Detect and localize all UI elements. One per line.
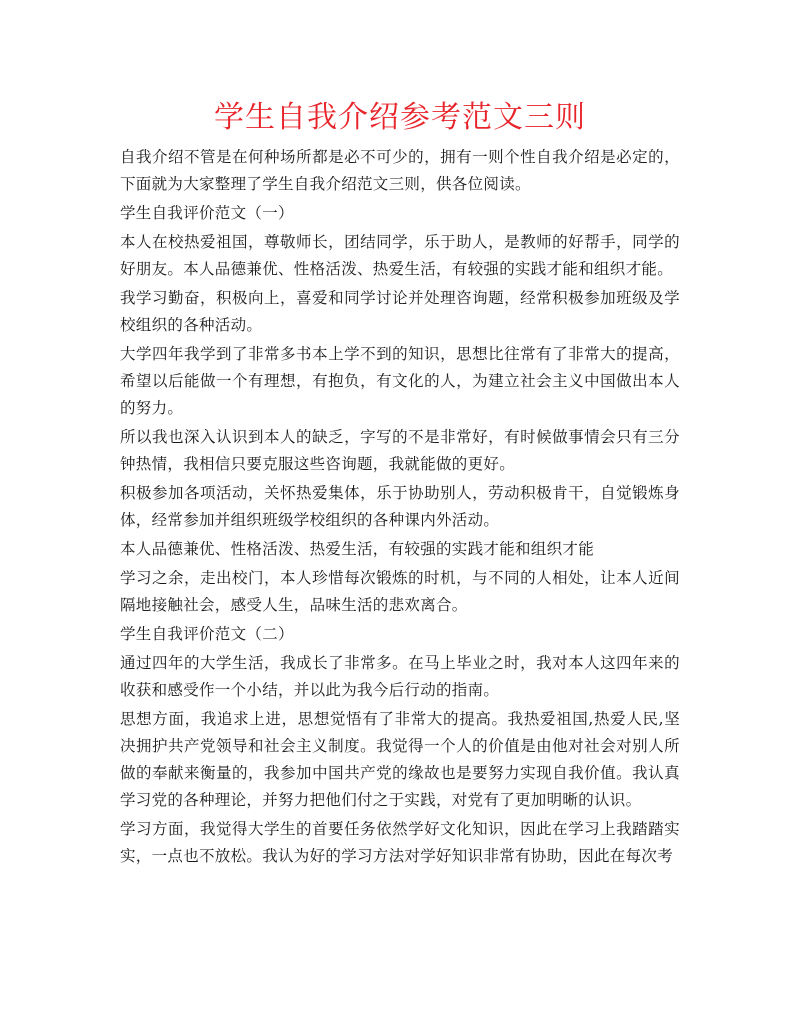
document-title: 学生自我介绍参考范文三则 [214, 100, 586, 135]
body-paragraph: 通过四年的大学生活，我成长了非常多。在马上毕业之时，我对本人这四年来的收获和感受作一个小结，并以此为我今后行动的指南。 [120, 654, 680, 699]
body-paragraph: 本人品德兼优、性格活泼、热爱生活，有较强的实践才能和组织才能 [120, 540, 595, 558]
document-body [120, 144, 680, 872]
body-paragraph: 思想方面，我追求上进，思想觉悟有了非常大的提高。我热爱祖国,热爱人民,坚决拥护共产党领导和社会主义制度。我觉得一个人的价值是由他对社会对别人所做的奉献来衡量的，我参加中国共产党的缘故也是要努力实现自我价值。我认真学习党的各种理论，并努力把他们付之于实践，对党有了更加明晰的认识。 [120, 710, 680, 809]
body-paragraph: 学习方面，我觉得大学生的首要任务依然学好文化知识，因此在学习上我踏踏实实，一点也不放松。我认为好的学习方法对学好知识非常有协助，因此在每次考 [120, 820, 680, 865]
body-paragraph: 积极参加各项活动，关怀热爱集体，乐于协助别人，劳动积极肯干，自觉锻炼身体，经常参加并组织班级学校组织的各种课内外活动。 [120, 484, 680, 529]
section-heading-2: 学生自我评价范文（二） [120, 625, 294, 643]
body-paragraph: 学习之余，走出校门，本人珍惜每次锻炼的时机，与不同的人相处，让本人近间隔地接触社会，感受人生，品味生活的悲欢离合。 [120, 569, 680, 614]
body-paragraph: 我学习勤奋，积极向上，喜爱和同学讨论并处理咨询题，经常积极参加班级及学校组织的各种活动。 [120, 289, 680, 334]
body-paragraph: 本人在校热爱祖国，尊敬师长，团结同学，乐于助人，是教师的好帮手，同学的好朋友。本人品德兼优、性格活泼、热爱生活，有较强的实践才能和组织才能。 [120, 233, 680, 278]
body-paragraph: 大学四年我学到了非常多书本上学不到的知识，思想比往常有了非常大的提高，希望以后能做一个有理想，有抱负，有文化的人，为建立社会主义中国做出本人的努力。 [120, 345, 680, 417]
intro-paragraph: 自我介绍不管是在何种场所都是必不可少的，拥有一则个性自我介绍是必定的，下面就为大家整理了学生自我介绍范文三则，供各位阅读。 [120, 148, 680, 193]
body-paragraph: 所以我也深入认识到本人的缺乏，字写的不是非常好，有时候做事情会只有三分钟热情，我相信只要克服这些咨询题，我就能做的更好。 [120, 428, 680, 473]
section-heading-1: 学生自我评价范文（一） [120, 204, 294, 222]
